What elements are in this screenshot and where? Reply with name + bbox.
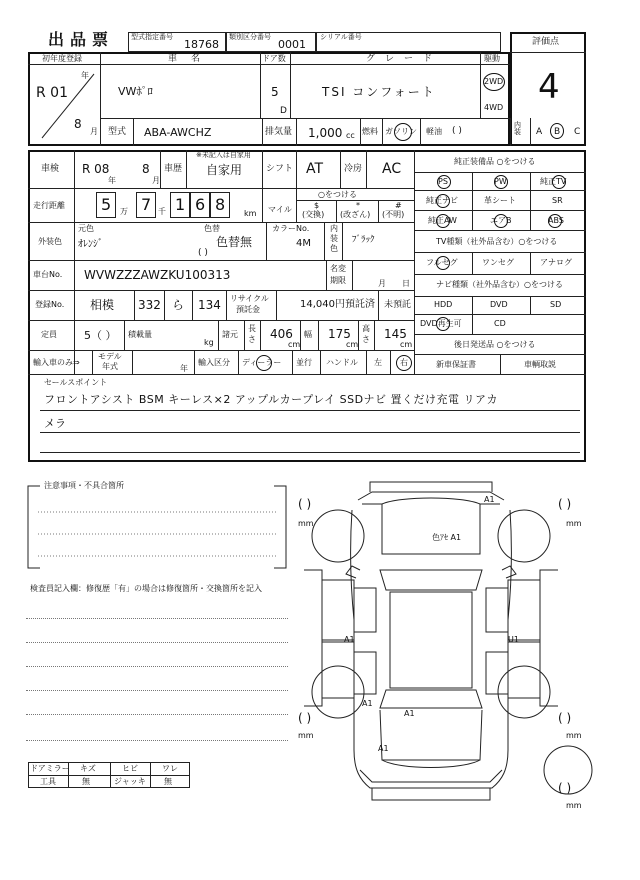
first-reg-era: R 01 [36, 85, 68, 101]
equip-ps: PS [438, 177, 448, 186]
type-no-label: 型式指定番号 [131, 33, 173, 41]
damage-mark: A1 [362, 699, 373, 708]
inspection-label: 車検 [41, 164, 60, 174]
mileage-opt1: (交換) [302, 210, 325, 219]
damage-mark: A1 [484, 495, 495, 504]
equip-pw: PW [494, 177, 507, 186]
navi-title: ナビ種類（社外品含む）○をつける [436, 280, 563, 289]
import-label: 輸入車のみ⇒ [33, 358, 80, 367]
int-color: ﾌﾞﾗｯｸ [352, 235, 375, 245]
class-no: 0001 [278, 38, 306, 51]
inspector-note: 検査員記入欄：修復歴「有」の場合は修復箇所・交換箇所を記入 [30, 584, 262, 593]
navi-cd: CD [494, 319, 506, 328]
equip-tv: 純正TV [540, 177, 567, 186]
plate-kana: ら [172, 298, 185, 312]
color-code-label: カラーNo. [272, 224, 310, 233]
plate-region: 相模 [90, 298, 115, 312]
mileage-label: 走行距離 [33, 201, 65, 210]
type-no: 18768 [184, 38, 219, 51]
mileage-d1: 5 [101, 195, 112, 214]
equip-sr: SR [552, 196, 563, 205]
model-label: 型式 [108, 127, 127, 137]
fuel-label: 燃料 [362, 127, 378, 136]
color-label: 外装色 [38, 237, 62, 246]
mileage-tsukeru: ○をつける [318, 190, 357, 199]
navi-sd: SD [550, 300, 562, 309]
mileage-opt2: (改ざん) [340, 210, 371, 219]
interior-label: 内装 [514, 121, 521, 136]
drive-2wd: 2WD [484, 77, 504, 86]
notes-bracket [26, 481, 288, 570]
sales-label: セールスポイント [44, 378, 108, 387]
eval-label: 評価点 [532, 37, 560, 47]
equip-leather: 革シート [484, 196, 516, 205]
capacity: 5（ ） [84, 329, 117, 342]
later-warranty: 新車保証書 [436, 360, 476, 369]
eval-score: 4 [538, 67, 560, 107]
door-type: D [280, 106, 287, 116]
diagonal-line [40, 72, 96, 140]
tv-oneseg: ワンセグ [482, 258, 514, 267]
sheet-title: 出品票 [48, 30, 115, 49]
color-change: 色替無 [216, 235, 253, 249]
doors-label: ドア数 [262, 54, 286, 63]
mileage-d4: 6 [195, 195, 206, 214]
recycle-status: 未預託 [384, 300, 412, 310]
car-name: VWﾎﾟﾛ [118, 85, 153, 98]
color-code: 4M [296, 238, 311, 249]
damage-mark: A1 [344, 635, 355, 644]
tv-analog: アナログ [540, 258, 572, 267]
height: 145 [384, 327, 407, 341]
sales-line2: メラ [44, 417, 66, 430]
shift-value: AT [306, 161, 324, 177]
model: ABA-AWCHZ [144, 126, 212, 139]
inspection-month: 8 [142, 162, 150, 176]
equip-aw: 純正AW [428, 216, 457, 225]
length: 406 [270, 327, 293, 341]
orig-color: ｵﾚﾝｼﾞ [78, 239, 103, 250]
handle-right: 右 [400, 358, 408, 367]
damage-mark: A1 [378, 744, 389, 753]
navi-dvd: DVD [490, 300, 508, 309]
damage-mark: U1 [508, 635, 519, 644]
recycle-value: 14,040円預託済 [300, 299, 375, 310]
plate-label: 登録No. [35, 300, 65, 309]
drive-label: 駆動 [484, 54, 500, 63]
import-dealer: ディーラー [242, 358, 282, 367]
width: 175 [328, 327, 351, 341]
first-reg-month: 8 [74, 117, 82, 131]
damage-mark: 色ｱｾ A1 [432, 533, 462, 542]
disp-label: 排気量 [265, 127, 293, 137]
doors: 5 [271, 85, 279, 99]
plate-number: 134 [198, 298, 221, 312]
mileage-d2: 7 [141, 195, 152, 214]
mileage-d5: 8 [215, 195, 226, 214]
equip-navi: 純正ナビ [426, 196, 458, 205]
class-no-label: 類別区分番号 [229, 33, 271, 41]
vin: WVWZZZAWZKU100313 [84, 268, 231, 282]
later-title: 後日発送品 ○をつける [454, 340, 536, 349]
notes-label: 注意事項・不具合箇所 [44, 481, 124, 490]
sales-line1: フロントアシスト BSM キーレス×2 アップルカープレイ SSDナビ 置くだけ充電 リアカ [44, 393, 498, 406]
serial-label: シリアル番号 [320, 33, 362, 41]
navi-dvd-play: DVD再生可 [420, 319, 462, 328]
fuel-gas: ガソリン [385, 127, 417, 136]
equip-airbag: エアB [490, 216, 512, 225]
tv-title: TV種類（社外品含む）○をつける [436, 237, 558, 246]
drive-4wd: 4WD [484, 103, 504, 112]
usage-note: ※未記入は自家用 [196, 151, 251, 159]
displacement: 1,000 [308, 126, 343, 140]
cooler-label: 冷房 [344, 164, 363, 174]
car-name-label: 車名 [168, 54, 215, 64]
navi-hdd: HDD [434, 300, 453, 309]
first-reg-label: 初年度登録 [42, 54, 82, 63]
cap-label: 定員 [41, 330, 57, 339]
usage-label: 車歴 [164, 164, 183, 174]
tv-fullseg: フルセグ [426, 258, 458, 267]
vin-label: 車台No. [33, 270, 63, 279]
inspection-era: R 08 [82, 162, 110, 176]
mile-label: マイル [268, 205, 292, 214]
fuel-diesel: 軽油 [426, 127, 442, 136]
usage-value: 自家用 [206, 163, 243, 177]
cooler-value: AC [382, 161, 402, 177]
grade: TSI コンフォート [322, 85, 436, 99]
mileage-opt3: (不明) [382, 210, 405, 219]
shift-label: シフト [266, 164, 294, 174]
later-manual: 車輌取説 [524, 360, 556, 369]
equip-abs: ABS [548, 216, 564, 225]
damage-mark: A1 [404, 709, 415, 718]
mileage-d3: 1 [175, 195, 186, 214]
plate-class: 332 [138, 298, 161, 312]
equipment-title: 純正装備品 ○をつける [454, 157, 536, 166]
grade-label: グレード [366, 54, 443, 64]
